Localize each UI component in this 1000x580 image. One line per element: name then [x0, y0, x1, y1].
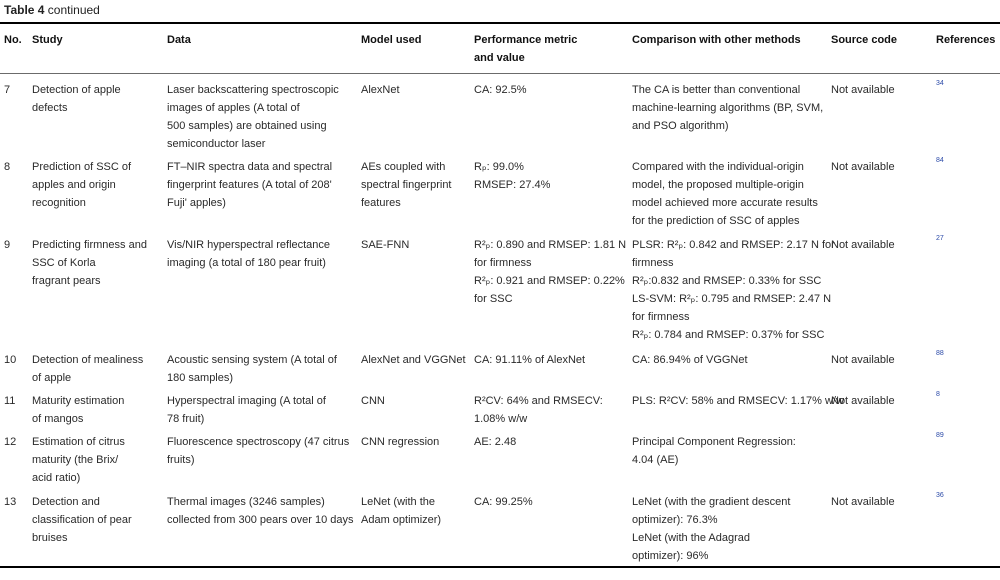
study-cell-line: defects: [32, 102, 68, 114]
study-cell-line: Estimation of citrus: [32, 436, 125, 448]
study-cell: [32, 351, 143, 387]
data-cell-line: 180 samples): [167, 372, 234, 384]
metric-cell-line: R²CV: 64% and RMSECV:: [474, 395, 603, 407]
table-header-rule: [0, 73, 1000, 74]
comparison-cell-line: optimizer): 76.3%: [632, 514, 718, 526]
comparison-cell: [632, 158, 818, 230]
data-cell-line: Acoustic sensing system (A total of: [167, 354, 337, 366]
model-cell-line: SAE-FNN: [361, 239, 410, 251]
study-cell-line: Predicting firmness and: [32, 239, 147, 251]
comparison-cell-line: firmness: [632, 257, 674, 269]
model-cell-line: Adam optimizer): [361, 514, 442, 526]
metric-cell: [474, 158, 550, 194]
column-header-study: [32, 31, 63, 49]
metric-cell: [474, 433, 516, 451]
comparison-cell-line: 4.04 (AE): [632, 454, 679, 466]
comparison-cell: [632, 351, 748, 369]
data-cell: [167, 158, 332, 212]
model-cell: [361, 392, 385, 410]
study-cell-line: maturity (the Brix/: [32, 454, 119, 466]
comparison-cell: [632, 81, 823, 135]
model-cell: [361, 351, 466, 369]
model-cell-line: AlexNet and VGGNet: [361, 354, 466, 366]
column-header-references-line: References: [936, 34, 996, 46]
study-cell-line: Detection and: [32, 496, 100, 508]
study-cell-line: SSC of Korla: [32, 257, 96, 269]
study-cell: [32, 433, 125, 487]
study-cell-line: bruises: [32, 532, 68, 544]
data-cell-line: fruits): [167, 454, 195, 466]
comparison-cell-line: for firmness: [632, 311, 690, 323]
row-number: 8: [4, 161, 11, 173]
table-caption-label: Table 4: [4, 3, 45, 17]
column-header-comparison: [632, 31, 801, 49]
row-number: 13: [4, 496, 17, 508]
model-cell-line: LeNet (with the: [361, 496, 435, 508]
model-cell: [361, 493, 441, 529]
column-header-data-line: Data: [167, 34, 191, 46]
comparison-cell: [632, 493, 790, 565]
column-header-model-line: Model used: [361, 34, 422, 46]
metric-cell-line: CA: 92.5%: [474, 84, 527, 96]
study-cell-line: acid ratio): [32, 472, 81, 484]
column-header-no: [4, 31, 22, 49]
data-cell: [167, 392, 326, 428]
study-cell-line: Detection of mealiness: [32, 354, 144, 366]
data-cell-line: 500 samples) are obtained using: [167, 120, 327, 132]
study-cell-line: of mangos: [32, 413, 84, 425]
source-code-cell: Not available: [831, 496, 895, 508]
data-cell: [167, 236, 330, 272]
comparison-cell-line: Principal Component Regression:: [632, 436, 796, 448]
study-cell-line: Prediction of SSC of: [32, 161, 132, 173]
study-cell-line: apples and origin: [32, 179, 116, 191]
comparison-cell-line: PLSR: R²ₚ: 0.842 and RMSEP: 2.17 N for: [632, 239, 835, 251]
metric-cell-line: Rₚ: 99.0%: [474, 161, 524, 173]
data-cell-line: images of apples (A total of: [167, 102, 300, 114]
column-header-model: [361, 31, 422, 49]
study-cell: [32, 493, 132, 547]
column-header-source: [831, 31, 897, 49]
source-code-cell: Not available: [831, 395, 895, 407]
comparison-cell-line: model achieved more accurate results: [632, 197, 818, 209]
metric-cell: [474, 81, 527, 99]
data-cell-line: semiconductor laser: [167, 138, 266, 150]
metric-cell-line: RMSEP: 27.4%: [474, 179, 551, 191]
comparison-cell-line: CA: 86.94% of VGGNet: [632, 354, 748, 366]
data-cell-line: Fuji' apples): [167, 197, 226, 209]
metric-cell: [474, 236, 626, 308]
column-header-source-line: Source code: [831, 34, 898, 46]
comparison-cell-line: for the prediction of SSC of apples: [632, 215, 800, 227]
data-cell: [167, 81, 339, 153]
comparison-cell-line: LeNet (with the gradient descent: [632, 496, 791, 508]
column-header-study-line: Study: [32, 34, 63, 46]
table-bottom-rule: [0, 566, 1000, 568]
model-cell-line: AEs coupled with: [361, 161, 446, 173]
column-header-comparison-line: Comparison with other methods: [632, 34, 801, 46]
column-header-data: [167, 31, 191, 49]
reference-link[interactable]: 27: [936, 235, 944, 242]
reference-link[interactable]: 36: [936, 492, 944, 499]
model-cell-line: CNN regression: [361, 436, 440, 448]
comparison-cell: [632, 236, 835, 344]
data-cell-line: Hyperspectral imaging (A total of: [167, 395, 326, 407]
metric-cell: [474, 351, 585, 369]
data-cell: [167, 433, 349, 469]
reference-link[interactable]: 89: [936, 432, 944, 439]
table-top-rule: [0, 22, 1000, 24]
model-cell: [361, 81, 400, 99]
source-code-cell: Not available: [831, 239, 895, 251]
study-cell: [32, 158, 131, 212]
metric-cell-line: 1.08% w/w: [474, 413, 528, 425]
comparison-cell: [632, 392, 844, 410]
metric-cell-line: CA: 91.11% of AlexNet: [474, 354, 586, 366]
study-cell-line: Detection of apple: [32, 84, 121, 96]
source-code-cell: Not available: [831, 354, 895, 366]
data-cell-line: Thermal images (3246 samples): [167, 496, 325, 508]
comparison-cell-line: LS-SVM: R²ₚ: 0.795 and RMSEP: 2.47 N: [632, 293, 832, 305]
study-cell-line: of apple: [32, 372, 72, 384]
metric-cell-line: R²ₚ: 0.921 and RMSEP: 0.22%: [474, 275, 625, 287]
comparison-cell-line: and PSO algorithm): [632, 120, 729, 132]
comparison-cell-line: The CA is better than conventional: [632, 84, 801, 96]
metric-cell: [474, 493, 533, 511]
study-cell: [32, 392, 124, 428]
table-caption: [4, 3, 100, 17]
comparison-cell-line: R²ₚ:0.832 and RMSEP: 0.33% for SSC: [632, 275, 822, 287]
reference-link[interactable]: 88: [936, 350, 944, 357]
study-cell-line: recognition: [32, 197, 86, 209]
data-cell-line: fingerprint features (A total of 208': [167, 179, 332, 191]
study-cell: [32, 81, 121, 117]
comparison-cell-line: machine-learning algorithms (BP, SVM,: [632, 102, 824, 114]
metric-cell-line: AE: 2.48: [474, 436, 517, 448]
column-header-no-line: No.: [4, 34, 22, 46]
row-number: 7: [4, 84, 11, 96]
reference-link[interactable]: 8: [936, 391, 940, 398]
model-cell-line: spectral fingerprint: [361, 179, 452, 191]
reference-link[interactable]: 34: [936, 80, 944, 87]
study-cell: [32, 236, 147, 290]
study-cell-line: fragrant pears: [32, 275, 101, 287]
data-cell-line: collected from 300 pears over 10 days: [167, 514, 354, 526]
column-header-metric: [474, 31, 577, 67]
comparison-cell: [632, 433, 796, 469]
row-number: 9: [4, 239, 11, 251]
data-cell-line: Fluorescence spectroscopy (47 citrus: [167, 436, 350, 448]
model-cell: [361, 236, 409, 254]
data-cell-line: Laser backscattering spectroscopic: [167, 84, 339, 96]
model-cell: [361, 158, 452, 212]
row-number: 12: [4, 436, 17, 448]
study-cell-line: classification of pear: [32, 514, 132, 526]
row-number: 11: [4, 395, 16, 407]
comparison-cell-line: PLS: R²CV: 58% and RMSECV: 1.17% w/w: [632, 395, 844, 407]
comparison-cell-line: LeNet (with the Adagrad: [632, 532, 751, 544]
metric-cell-line: R²ₚ: 0.890 and RMSEP: 1.81 N: [474, 239, 627, 251]
comparison-cell-line: R²ₚ: 0.784 and RMSEP: 0.37% for SSC: [632, 329, 825, 341]
table-caption-suffix: continued: [44, 3, 100, 17]
data-cell-line: 78 fruit): [167, 413, 205, 425]
metric-cell-line: for SSC: [474, 293, 513, 305]
data-cell: [167, 351, 337, 387]
data-cell: [167, 493, 354, 529]
model-cell-line: CNN: [361, 395, 385, 407]
data-cell-line: Vis/NIR hyperspectral reflectance: [167, 239, 331, 251]
data-cell-line: imaging (a total of 180 pear fruit): [167, 257, 326, 269]
comparison-cell-line: model, the proposed multiple-origin: [632, 179, 804, 191]
row-number: 10: [4, 354, 17, 366]
column-header-references: [936, 31, 995, 49]
source-code-cell: Not available: [831, 161, 895, 173]
column-header-metric-line: Performance metric: [474, 34, 578, 46]
column-header-metric-line: and value: [474, 52, 525, 64]
model-cell-line: features: [361, 197, 401, 209]
comparison-cell-line: Compared with the individual-origin: [632, 161, 804, 173]
model-cell-line: AlexNet: [361, 84, 400, 96]
data-cell-line: FT–NIR spectra data and spectral: [167, 161, 333, 173]
comparison-cell-line: optimizer): 96%: [632, 550, 709, 562]
metric-cell: [474, 392, 603, 428]
source-code-cell: Not available: [831, 84, 895, 96]
reference-link[interactable]: 84: [936, 157, 944, 164]
study-cell-line: Maturity estimation: [32, 395, 125, 407]
metric-cell-line: CA: 99.25%: [474, 496, 533, 508]
model-cell: [361, 433, 439, 451]
metric-cell-line: for firmness: [474, 257, 532, 269]
